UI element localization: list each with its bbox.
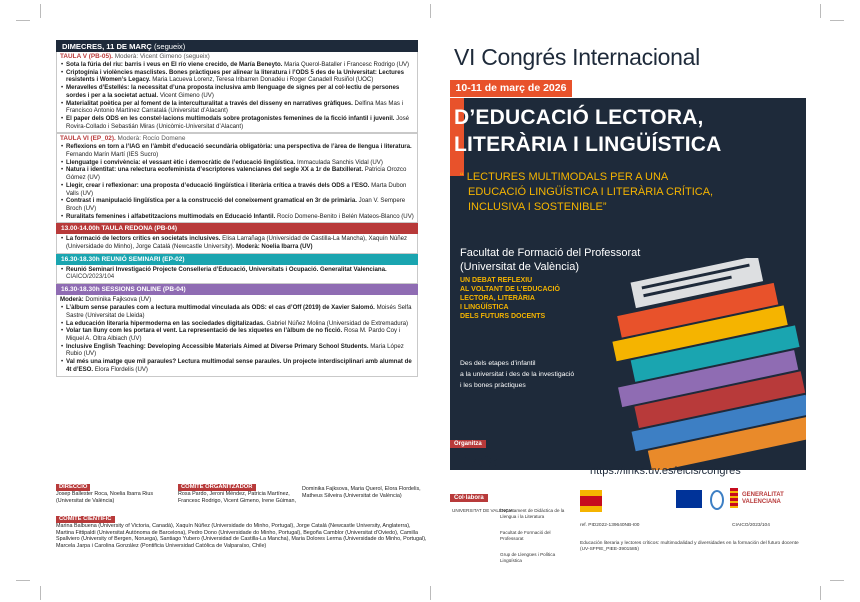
list-item bbox=[60, 358, 414, 373]
organizing-text: Rosa Pardo, Jeroni Méndez, Patricia Martínez, Francesc Rodrigo, Vicent Gimeno, Irene Gúiman, bbox=[178, 491, 296, 504]
seminar-block bbox=[56, 265, 418, 284]
scientific-tag: COMITÈ CIENTÍFIC bbox=[56, 516, 115, 523]
direction-text: Josep Ballester Roca, Noelia Ibarra Rius (Universitat de València) bbox=[56, 491, 154, 504]
online-moderator bbox=[60, 296, 414, 304]
item-authors: Fernando Marín Martí (IES Sucro) bbox=[66, 151, 159, 159]
list-item bbox=[60, 197, 414, 212]
section-title bbox=[60, 53, 414, 61]
list-item bbox=[60, 327, 414, 342]
item-title: Llegir, crear i reflexionar: una proposta d’educació lingüística i literària crítica a través dels ODS a l’ESO. bbox=[66, 181, 370, 189]
item-authors: Elisa Larrañaga (Universidad de Castilla-La Mancha), Xaquín Núñez (Universidade do Minho), Jorge Catalá (Newcastle University). bbox=[66, 235, 408, 251]
list-item bbox=[60, 213, 414, 221]
round-table-block bbox=[56, 234, 418, 253]
list-item bbox=[60, 320, 414, 328]
scientific-text: Marina Balbuena (University of Victoria, Canadà), Xaquín Núñez (Universidade do Minho, Portugal), Jorge Catalá (Newcastle University, Anglaterra), Martina Fittipaldi (Universitat Autònoma de Barcelona), Pedro Dono (Universidade do Minho, Portugal), Begoña Camblor (Universitat d’Oviedo), Camilla Spallviero (University of Bergen, Noruega), Santiago Yubero (Universidad de Castilla-La Mancha), Maria Dolores Lerma (Universidade do Minho, Portugal), Marcela Jarpa i Carolina González (Pontificia Universidad Católica de Valparaíso, Chile) bbox=[56, 523, 427, 549]
poster-quote bbox=[460, 170, 770, 215]
schedule-column bbox=[56, 40, 418, 377]
item-title: Volar tan lluny com les portara el vent. La representació de les xiquetes en l’àlbum de no ficció. bbox=[66, 327, 343, 335]
list-item bbox=[60, 166, 414, 181]
list-item bbox=[60, 159, 414, 167]
dept-logo: Grup de Llengües i Política Lingüística bbox=[500, 552, 556, 563]
crop-mark bbox=[16, 580, 30, 581]
taula5-title: TAULA V (PB-05). bbox=[60, 53, 113, 60]
item-title: Criptogínia i violències masclistes. Bones pràctiques per alinear la literatura i l’ODS 5 des de la Universitat: Lectures resistents i Women’s Legacy. bbox=[66, 68, 404, 84]
item-authors: Moisés Selfa Sastre (Universitat de Lleida) bbox=[66, 304, 412, 319]
item-title: Inclusive English Teaching: Developing Accessible Materials Aimed at Diverse Primary School Students. bbox=[66, 342, 369, 350]
item-title: Sota la fúria del riu: barris i veus en El río viene crecido, de María Beneyto. bbox=[66, 61, 283, 68]
quote-line: “ LECTURES MULTIMODALS PER A UNA bbox=[460, 171, 669, 183]
item-title: Contrast i manipulació lingüística per a la construcció del coneixement gramatical en 3r de primària. bbox=[66, 197, 357, 205]
list-item bbox=[60, 115, 414, 130]
moderator-label: Moderà: bbox=[60, 296, 84, 304]
text-line: UN DEBAT REFLEXIU bbox=[460, 277, 533, 284]
title-line: LITERÀRIA I LINGÜÍSTICA bbox=[454, 133, 722, 156]
item-authors: Elora Flordelis (UV) bbox=[94, 365, 148, 373]
item-authors: José Rovira-Collado i Sebastián Miras (Unicòmic-Universitat d’Alacant) bbox=[66, 114, 410, 130]
congress-link[interactable]: https://links.uv.es/elcis/congres bbox=[590, 465, 741, 477]
list-item bbox=[60, 61, 414, 69]
faculty-line: Facultat de Formació del Professorat bbox=[460, 247, 641, 259]
list-item bbox=[60, 84, 414, 99]
poster-main-title bbox=[454, 104, 721, 158]
faculty-name bbox=[460, 246, 640, 274]
uv-logo: UNIVERSITAT DE VALÈNCIA bbox=[452, 508, 513, 513]
dept-logo: Facultat de Formació del Professorat bbox=[500, 530, 551, 541]
text-line: DELS FUTURS DOCENTS bbox=[460, 313, 546, 320]
item-authors: Joan V. Sempere Broch (UV) bbox=[66, 197, 406, 212]
moderator-name: Dominika Fajksova (UV) bbox=[85, 296, 152, 304]
item-title: Meravelles d’Estellés: la necessitat d’una proposta inclusiva amb llenguage de signes per al col·lectiu de persones sordes i per a la societat actual. bbox=[66, 84, 400, 99]
list-item bbox=[60, 266, 414, 281]
item-authors: Vicent Gimeno (UV) bbox=[159, 91, 214, 99]
day-header bbox=[56, 40, 418, 52]
crop-mark bbox=[40, 586, 41, 600]
crop-mark bbox=[820, 586, 821, 600]
eu-flag-icon bbox=[676, 490, 702, 508]
faculty-line: (Universitat de València) bbox=[460, 261, 580, 273]
taula6-title: TAULA VI (EP_02). bbox=[60, 135, 116, 143]
round-table-bar: 13.00-14.00h TAULA REDONA (PB-04) bbox=[56, 223, 418, 234]
books-stack-illustration bbox=[610, 258, 806, 470]
item-authors: Immaculada Sanchis Vidal (UV) bbox=[296, 158, 383, 166]
aei-logo-icon bbox=[710, 490, 724, 510]
quote-line: EDUCACIÓ LINGÜÍSTICA I LITERÀRIA CRÍTICA, bbox=[468, 186, 714, 198]
item-authors: Marta Dubon Valls (UV) bbox=[66, 181, 407, 197]
crop-mark bbox=[430, 4, 431, 18]
online-bar: 16.30-18.30h SESSIONS ONLINE (PB-04) bbox=[56, 284, 418, 295]
taula5-block bbox=[56, 52, 418, 133]
online-block bbox=[56, 295, 418, 376]
crop-mark bbox=[16, 20, 30, 21]
project-code: CIAICO/2023/104 bbox=[732, 523, 770, 528]
crop-mark bbox=[430, 586, 431, 600]
item-title: La educación literaria hipermoderna en las sociedades digitalizadas. bbox=[66, 319, 265, 327]
item-title: Reunió Seminari Investigació Projecte Conselleria d’Educació, Universitats i Ocupació. Generalitat Valenciana. bbox=[66, 265, 387, 273]
item-title: L’àlbum sense paraules com a lectura multimodal vinculada als ODS: el cas d’Off (2019) de Xavier Salomó. bbox=[66, 304, 375, 312]
item-title: Val més una imatge que mil paraules? Lectura multimodal sense paraules. Un projecte interdisciplinari amb alumnat de 4t d’ESO. bbox=[66, 358, 412, 373]
item-authors: Rosa M. Pardo Coy i Miquel A. Oltra Albiach (UV) bbox=[66, 327, 401, 342]
crop-mark bbox=[40, 4, 41, 18]
item-authors: Delfina Mas Mas i Francisco Antonio Martínez Carratalá (Universitat d’Alacant) bbox=[66, 99, 403, 115]
item-title: El paper dels ODS en les constel·lacions multimodals sobre protagonistes femenines de la ficció infantil i juvenil. bbox=[66, 114, 395, 122]
item-authors: Maria Querol-Bataller i Francesc Rodrigo (UV) bbox=[284, 61, 410, 68]
title-line: D’EDUCACIÓ LECTORA, bbox=[454, 106, 704, 129]
stages-text bbox=[460, 358, 574, 391]
ministry-logo bbox=[640, 492, 670, 506]
item-moderator: Moderà: Noelia Ibarra (UV) bbox=[236, 243, 313, 251]
text-line: AL VOLTANT DE L’EDUCACIÓ bbox=[460, 286, 560, 293]
day-title: DIMECRES, 11 DE MARÇ bbox=[62, 42, 152, 51]
day-suffix: (segueix) bbox=[154, 42, 186, 51]
quote-line: INCLUSIVA I SOSTENIBLE” bbox=[468, 201, 607, 213]
list-item bbox=[60, 100, 414, 115]
list-item bbox=[60, 143, 414, 158]
generalitat-logo: GENERALITAT VALENCIANA bbox=[742, 492, 784, 505]
item-authors: Rocío Domene-Benito i Belén Mateos-Blanco (UV) bbox=[276, 212, 414, 220]
congress-title: VI Congrés Internacional bbox=[454, 44, 700, 70]
seminar-bar: 16.30-18.30h REUNIÓ SEMINARI (EP-02) bbox=[56, 254, 418, 265]
crop-mark bbox=[830, 20, 844, 21]
item-authors: Gabriel Núñez Molina (Universidad de Extremadura) bbox=[266, 319, 409, 327]
dept-logo: Departament de Didàctica de la Llengua i la Literatura bbox=[500, 508, 565, 519]
generalitat-flag-icon bbox=[730, 488, 738, 508]
debate-text bbox=[460, 276, 560, 321]
item-title: Reflexions en torn a l’IAG en l’àmbit d’educació secundària obligatòria: una perspectiva de l’àrea de llengua i literatura. bbox=[66, 143, 412, 151]
project-title: Educación literaria y lectores críticos: multimodalidad y diversidades en la formación del futuro docente (UV-SFPIE_PIEE-3901585) bbox=[580, 541, 799, 552]
direction-tag: DIRECCIÓ bbox=[56, 484, 90, 491]
item-title: Llenguatge i convivència: el vessant ètic i democràtic de l’educació lingüística. bbox=[66, 158, 296, 166]
date-banner: 10-11 de març de 2026 bbox=[450, 80, 572, 97]
item-authors: Maria López Rubio (UV) bbox=[66, 342, 404, 358]
text-line: i les bones pràctiques bbox=[460, 382, 526, 389]
item-code: CIAICO/2023/104 bbox=[66, 273, 115, 281]
project-ref: ref. PID2022-139640NB-I00 bbox=[580, 523, 640, 528]
text-line: a la universitat i des de la investigació bbox=[460, 371, 575, 378]
text-line: I LINGÜÍSTICA bbox=[460, 304, 509, 311]
item-title: La formació de lectors crítics en societats inclusives. bbox=[66, 235, 221, 243]
crop-mark bbox=[830, 580, 844, 581]
taula5-moderator: Moderà: Vicent Gimeno (segueix) bbox=[114, 53, 210, 60]
taula6-block bbox=[56, 133, 418, 223]
crop-mark bbox=[820, 4, 821, 18]
text-line: Des dels etapes d’infantil bbox=[460, 360, 536, 367]
list-item bbox=[60, 69, 414, 84]
taula6-moderator: Moderà: Rocío Domene bbox=[117, 135, 186, 143]
item-title: Natura i identitat: una relectura ecofeminista d’escriptores valencianes del segle XX a 1r de Batxillerat. bbox=[66, 166, 364, 174]
item-title: Ruralitats femenines i alfabetitzacions multimodals en Educació Infantil. bbox=[66, 212, 276, 220]
list-item bbox=[60, 235, 414, 250]
list-item bbox=[60, 182, 414, 197]
section-title bbox=[60, 135, 414, 143]
collaborates-tag: Col·labora bbox=[450, 494, 488, 502]
organizing-tag: COMITÈ ORGANITZADOR bbox=[178, 484, 256, 491]
spain-flag-icon bbox=[580, 490, 602, 512]
item-authors: Maria Lacueva Lorenz, Teresa Iribarren Donadéu i Roger Canadell Rusiñol (UOC) bbox=[152, 76, 374, 84]
list-item bbox=[60, 304, 414, 319]
item-title: Materialitat poètica per al foment de la interculturalitat a través del disseny en narratives gràfiques. bbox=[66, 99, 353, 107]
elcis-logo: ELcis bbox=[452, 452, 498, 471]
organizes-tag: Organitza bbox=[450, 440, 486, 448]
item-authors: Patricia Orozco Gómez (UV) bbox=[66, 166, 407, 182]
text-line: LECTORA, LITERÀRIA bbox=[460, 295, 535, 302]
organizing-text-2: Dominika Fajksova, Maria Querol, Elora Flordelis, Matheus Silveira (Universitat de València) bbox=[302, 486, 421, 499]
list-item bbox=[60, 343, 414, 358]
